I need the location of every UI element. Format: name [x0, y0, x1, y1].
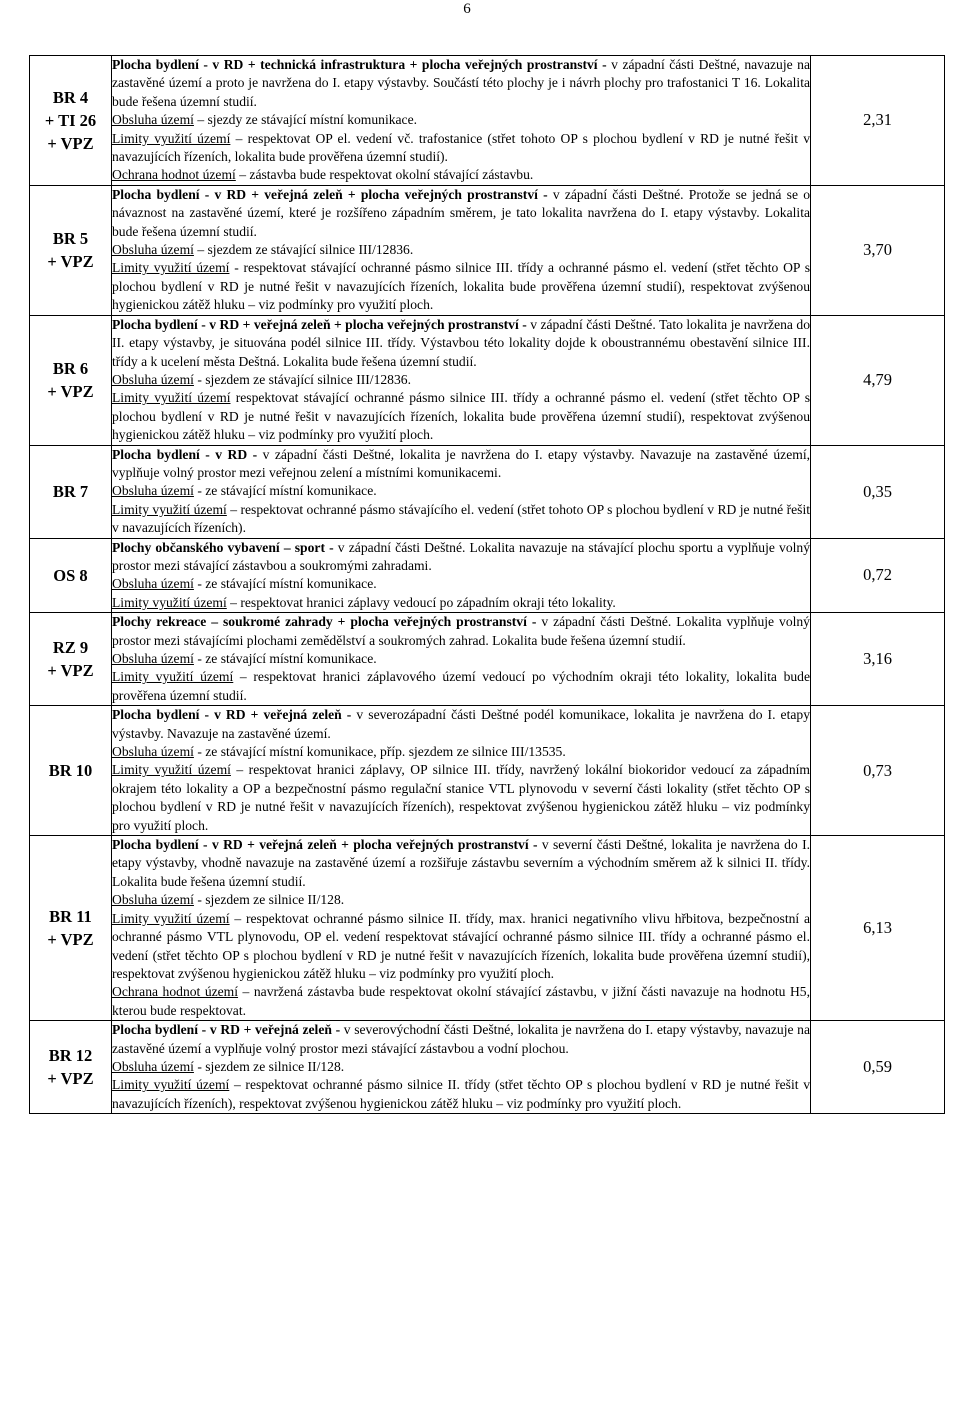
- table-row: [30, 706, 945, 836]
- description-paragraph: [112, 111, 810, 129]
- locality-area: 0,73: [811, 706, 945, 836]
- underlined-label: Limity využití území: [112, 260, 230, 276]
- description-paragraph: [112, 668, 810, 705]
- underlined-label: Obsluha území: [112, 112, 194, 128]
- description-paragraph: [112, 56, 810, 111]
- body-text: - sjezdem ze silnice II/128.: [193, 1058, 345, 1074]
- body-text: – navržená zástavba bude respektovat okolní stávající zástavbu, v jižní části navazuje na hodnotu H5, kterou bude respektovat.: [112, 984, 810, 1018]
- description-paragraph: [112, 501, 810, 538]
- locality-description: [112, 1021, 811, 1114]
- locality-description: [112, 836, 811, 1021]
- description-paragraph: [112, 983, 810, 1020]
- locality-code-line: BR 12: [48, 1046, 93, 1066]
- description-paragraph: [112, 1058, 810, 1076]
- body-text: v severovýchodní části Deštné, lokalita je navržena do I. etapy výstavby, navazuje na zastavěné území a vyplňuje volný prostor mezi stávající zástavbou a vodní plochou.: [112, 1022, 810, 1056]
- locality-code: [30, 445, 112, 538]
- table-row: [30, 538, 945, 613]
- underlined-label: Limity využití území: [112, 390, 231, 406]
- locality-code-line: RZ 9: [52, 638, 89, 658]
- description-paragraph: [112, 594, 810, 612]
- locality-code-line: + VPZ: [47, 661, 94, 681]
- locality-description: [112, 56, 811, 186]
- underlined-label: Limity využití území: [112, 910, 230, 926]
- body-text: - ze stávající místní komunikace.: [193, 576, 377, 592]
- locality-description: [112, 185, 811, 315]
- locality-area: 0,59: [811, 1021, 945, 1114]
- body-text: v západní části Deštné. Protože se jedná se o návaznost na zastavěné území, které je rozšířeno západním směrem, je tato lokalita navržena do I. etapy výstavby. Lokalita bude řešena územní studií.: [112, 186, 810, 239]
- locality-code-line: BR 4: [52, 87, 89, 107]
- locality-area: 3,16: [811, 613, 945, 706]
- locality-area: 0,72: [811, 538, 945, 613]
- body-text: v severozápadní části Deštné podél komunikace, lokalita je navržena do I. etapy výstavby. Navazuje na zastavěné území.: [112, 707, 810, 741]
- locality-code: [30, 706, 112, 836]
- body-text: - ze stávající místní komunikace.: [193, 483, 377, 499]
- body-text: – respektovat hranici záplavy vedoucí po západním okraji této lokality.: [226, 594, 616, 610]
- table-row: [30, 56, 945, 186]
- underlined-label: Limity využití území: [112, 130, 231, 146]
- bold-heading: Plocha bydlení - v RD + veřejná zeleň + plocha veřejných prostranství -: [112, 316, 527, 332]
- locality-code-line: BR 7: [52, 482, 89, 502]
- underlined-label: Obsluha území: [112, 651, 194, 666]
- locality-code: [30, 836, 112, 1021]
- description-paragraph: [112, 891, 810, 909]
- locality-description: [112, 315, 811, 445]
- table-row: [30, 613, 945, 706]
- underlined-label: Limity využití území: [112, 501, 227, 517]
- locality-area: 0,35: [811, 445, 945, 538]
- table-row: [30, 185, 945, 315]
- table-row: [30, 1021, 945, 1114]
- underlined-label: Obsluha území: [112, 371, 194, 387]
- locality-description: [112, 706, 811, 836]
- body-text: – sjezdem ze stávající silnice III/12836.: [193, 242, 414, 258]
- locality-code-line: + TI 26: [44, 110, 97, 130]
- bold-heading: Plocha bydlení - v RD -: [112, 446, 258, 462]
- locality-code: [30, 1021, 112, 1114]
- underlined-label: Limity využití území: [112, 1077, 230, 1093]
- body-text: - sjezdem ze silnice II/128.: [193, 892, 345, 908]
- body-text: – sjezdy ze stávající místní komunikace.: [193, 112, 418, 128]
- locality-code-line: BR 11: [49, 907, 92, 927]
- description-paragraph: [112, 910, 810, 984]
- body-text: v severní části Deštné, lokalita je navržena do I. etapy výstavby, vhodně navazuje na zastavěné území a rozšiřuje zástavbu severním a východním směrem až k silnici II. třídy. Lokalita bude řešena územní studií.: [112, 837, 811, 889]
- locality-description: [112, 613, 811, 706]
- bold-heading: Plocha bydlení - v RD + veřejná zeleň -: [112, 707, 352, 723]
- locality-area: 4,79: [811, 315, 945, 445]
- body-text: – respektovat OP el. vedení vč. trafostanice (střet tohoto OP s plochou bydlení v RD je nutné řešit v navazujících řízeních, lokalita bude prověřena územní studií).: [112, 130, 810, 165]
- body-text: – zástavba bude respektovat okolní stávající zástavbu.: [235, 167, 534, 183]
- description-paragraph: [112, 166, 810, 184]
- underlined-label: Obsluha území: [112, 744, 194, 760]
- body-text: – respektovat ochranné pásmo silnice II. třídy (střet těchto OP s plochou bydlení v RD je nutné řešit v navazujících řízeních), respektovat zvýšenou hygienickou zátěž hluku – viz podmínky pro využití ploch.: [112, 1077, 810, 1111]
- body-text: – respektovat ochranné pásmo stávajícího el. vedení (střet tohoto OP s plochou bydlení v RD je nutné řešit v navazujících řízeních).: [112, 501, 811, 536]
- description-paragraph: [112, 371, 810, 389]
- body-text: v západní části Deštné. Lokalita navazuje na stávající plochu sportu a vyplňuje volný prostor mezi stávající zástavbou a soukromými zahradami.: [112, 539, 810, 573]
- locality-code-line: BR 6: [52, 359, 89, 379]
- locality-code-line: BR 10: [48, 761, 93, 781]
- locality-area: 2,31: [811, 56, 945, 186]
- underlined-label: Obsluha území: [112, 576, 194, 592]
- bold-heading: Plocha bydlení - v RD + veřejná zeleň + plocha veřejných prostranství -: [112, 837, 538, 853]
- bold-heading: Plocha bydlení - v RD + veřejná zeleň + plocha veřejných prostranství -: [112, 186, 548, 202]
- body-text: - sjezdem ze stávající silnice III/12836.: [193, 371, 411, 387]
- bold-heading: Plocha bydlení - v RD + technická infrastruktura + plocha veřejných prostranství -: [112, 57, 607, 72]
- underlined-label: Obsluha území: [112, 892, 194, 908]
- table-row: [30, 836, 945, 1021]
- locality-area: 6,13: [811, 836, 945, 1021]
- underlined-label: Obsluha území: [112, 1058, 194, 1074]
- locality-code-line: BR 5: [52, 229, 89, 249]
- underlined-label: Obsluha území: [112, 242, 194, 258]
- underlined-label: Ochrana hodnot území: [112, 984, 239, 1000]
- description-paragraph: [112, 446, 810, 483]
- description-paragraph: [112, 613, 810, 650]
- description-paragraph: [112, 743, 810, 761]
- table-row: [30, 445, 945, 538]
- locality-code: [30, 538, 112, 613]
- locality-code-line: + VPZ: [47, 930, 94, 950]
- description-paragraph: [112, 130, 810, 167]
- locality-code: [30, 185, 112, 315]
- locality-description: [112, 538, 811, 613]
- locality-code-line: + VPZ: [47, 1069, 94, 1089]
- description-paragraph: [112, 1076, 810, 1113]
- description-paragraph: [112, 1021, 810, 1058]
- locality-area: 3,70: [811, 185, 945, 315]
- locality-table: [29, 55, 945, 1114]
- locality-code: [30, 613, 112, 706]
- description-paragraph: [112, 836, 810, 891]
- body-text: respektovat stávající ochranné pásmo silnice III. třídy a ochranné pásmo el. vedení (střet těchto OP s plochou bydlení v RD je nutné řešit v navazujících řízeních, lokalita bude prověřena územní studií), respektovat zvýšenou hygienickou zátěž hluku – viz podmínky pro využití ploch.: [112, 390, 810, 443]
- description-paragraph: [112, 389, 810, 444]
- bold-heading: Plocha bydlení - v RD + veřejná zeleň -: [112, 1022, 341, 1038]
- underlined-label: Limity využití území: [112, 762, 231, 778]
- body-text: v západní části Deštné. Tato lokalita je navržena do II. etapy výstavby, je situována podél silnice III. třídy. Výstavbou této lokality dojde k oboustrannému obestavění silnice III. třídy a k ucelení města Deštná. Lokalita bude řešena územní studií.: [112, 316, 810, 369]
- description-paragraph: [112, 706, 810, 743]
- body-text: v západní části Deštné, navazuje na zastavěné území a proto je navržena do I. etapy výstavby. Součástí této plochy je i návrh plochy pro trafostanici T 16. Lokalita bude řešena územní studií.: [112, 57, 810, 109]
- description-paragraph: [112, 761, 810, 835]
- body-text: – respektovat hranici záplavového území vedoucí po východním okraji této lokality, lokalita bude prověřena územní studií.: [112, 669, 810, 703]
- locality-code-line: OS 8: [53, 565, 88, 585]
- body-text: - ze stávající místní komunikace, příp. sjezdem ze silnice III/13535.: [193, 744, 566, 760]
- body-text: - ze stávající místní komunikace.: [193, 651, 377, 666]
- description-paragraph: [112, 575, 810, 593]
- description-paragraph: [112, 482, 810, 500]
- underlined-label: Limity využití území: [112, 594, 227, 610]
- locality-code: [30, 315, 112, 445]
- description-paragraph: [112, 316, 810, 371]
- underlined-label: Limity využití území: [112, 669, 234, 685]
- description-paragraph: [112, 241, 810, 259]
- bold-heading: Plochy občanského vybavení – sport -: [112, 539, 334, 555]
- body-text: – respektovat ochranné pásmo silnice II. třídy, max. hranici negativního vlivu hřbitova, bezpečnostní a ochranné pásmo VTL plynovodu, OP el. vedení respektovat stávající ochranné pásmo silnice III. třídy a ochranné pásmo el. vedení (střet těchto OP s plochou bydlení v RD je nutné řešit v navazujících řízeních, lokalita bude prověřena územní studií), respektovat zvýšenou hygienickou zátěž hluku – viz podmínky pro využití ploch.: [112, 910, 810, 981]
- bold-heading: Plochy rekreace – soukromé zahrady + plocha veřejných prostranství -: [112, 614, 537, 630]
- description-paragraph: [112, 186, 810, 241]
- locality-description: [112, 445, 811, 538]
- description-paragraph: [112, 650, 810, 668]
- locality-code-line: + VPZ: [47, 382, 94, 402]
- underlined-label: Obsluha území: [112, 483, 194, 499]
- body-text: – respektovat hranici záplavy, OP silnice III. třídy, navržený lokální biokoridor vedoucí za západním okrajem této lokality a OP a bezpečnostní pásmo regulační stanice VTL plynovodu v severní části lokality (střet těchto OP s plochou bydlení v RD je nutné řešit v navazujících řízeních), respektovat zvýšenou hygienickou zátěž hluku – viz podmínky pro využití ploch.: [112, 762, 810, 833]
- table-row: [30, 315, 945, 445]
- body-text: - respektovat stávající ochranné pásmo silnice III. třídy a ochranné pásmo el. vedení (střet těchto OP s plochou bydlení v RD je nutné řešit v navazujících řízeních, lokalita bude prověřena územní studií), respektovat zvýšenou hygienickou zátěž hluku – viz podmínky pro využití ploch.: [112, 260, 810, 313]
- locality-code-line: + VPZ: [47, 252, 94, 272]
- body-text: v západní části Deštné. Lokalita vyplňuje volný prostor mezi stávajícími plochami zemědělství a soukromých zahrad. Lokalita bude řešena územní studií.: [112, 614, 810, 648]
- description-paragraph: [112, 539, 810, 576]
- locality-code-line: + VPZ: [47, 133, 94, 153]
- underlined-label: Ochrana hodnot území: [112, 167, 236, 183]
- description-paragraph: [112, 259, 810, 314]
- page-number: 6: [463, 1, 471, 17]
- locality-code: [30, 56, 112, 186]
- body-text: v západní části Deštné, lokalita je navržena do I. etapy výstavby. Navazuje na zastavěné území, vyplňuje volný prostor mezi veřejnou zelení a místními komunikacemi.: [112, 446, 810, 480]
